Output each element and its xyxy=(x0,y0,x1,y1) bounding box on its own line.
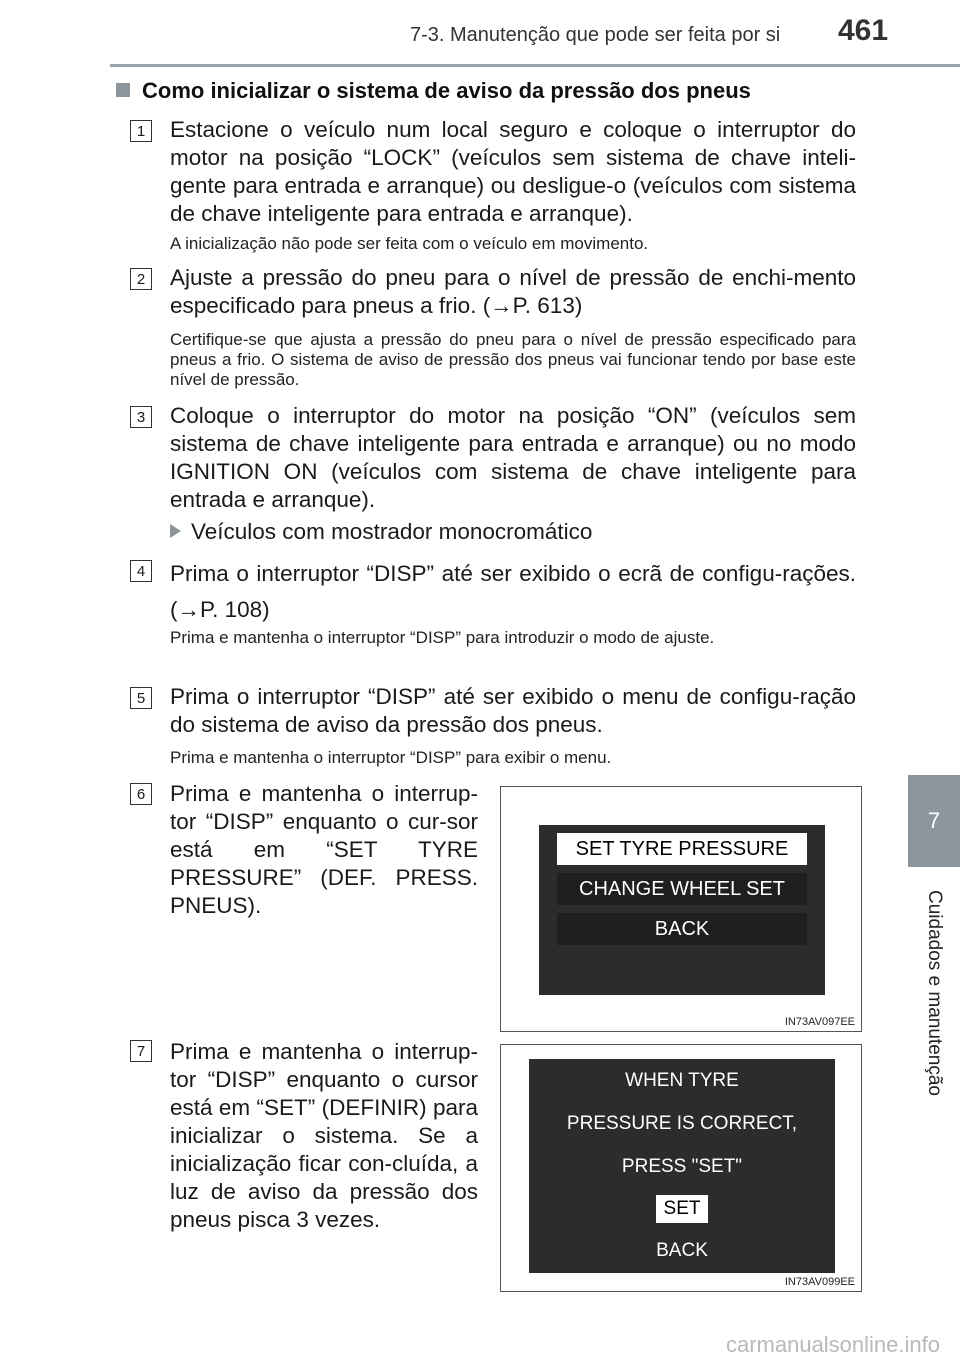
step-note-2: Certifique-se que ajusta a pressão do pneu para o nível de pressão especificado para pneus a frio. O sistema de aviso de pressão dos pneus vai funcionar tendo por base este nível de pressão. xyxy=(170,330,856,389)
step-badge-5: 5 xyxy=(130,687,152,709)
step-badge-3: 3 xyxy=(130,406,152,428)
step-note-5: Prima e mantenha o interruptor “DISP” para exibir o menu. xyxy=(170,748,612,767)
step-text-7: Prima e mantenha o interrup-tor “DISP” enquanto o cursor está em “SET” (DEFINIR) para inicializar o sistema. Se a inicialização ficar con-cluída, a luz de aviso da pressão dos pneus pisca 3 vezes. xyxy=(170,1039,478,1232)
screen-option-set: SET xyxy=(656,1195,709,1223)
screen-line-press-set: PRESS "SET" xyxy=(621,1155,743,1177)
screen-line-pressure-correct: PRESSURE IS CORRECT, xyxy=(566,1112,798,1134)
sub-heading xyxy=(170,518,592,546)
menu-item-back: BACK xyxy=(557,913,807,945)
step-badge-2: 2 xyxy=(130,268,152,290)
menu-item-set-tyre-pressure: SET TYRE PRESSURE xyxy=(557,833,807,865)
display-screen-2 xyxy=(529,1059,835,1273)
square-bullet-icon xyxy=(116,83,130,97)
chapter-title xyxy=(908,868,960,1118)
step-badge-6: 6 xyxy=(130,783,152,805)
display-screen-1 xyxy=(539,825,825,995)
step-badge-1: 1 xyxy=(130,120,152,142)
display-figure-2 xyxy=(500,1044,862,1292)
screen-option-back: BACK xyxy=(656,1240,708,1262)
step-note-4: Prima e mantenha o interruptor “DISP” para introduzir o modo de ajuste. xyxy=(170,628,715,647)
section-heading xyxy=(116,78,751,104)
step-badge-4: 4 xyxy=(130,560,152,582)
step-text-5: Prima o interruptor “DISP” até ser exibido o menu de configu-ração do sistema de aviso da pressão dos pneus. xyxy=(170,684,856,737)
step-badge-7: 7 xyxy=(130,1040,152,1062)
triangle-bullet-icon xyxy=(170,524,181,538)
page-number: 461 xyxy=(838,14,889,47)
menu-item-change-wheel-set: CHANGE WHEEL SET xyxy=(557,873,807,905)
sub-heading-text: Veículos com mostrador monocromático xyxy=(191,519,593,544)
step-note-1: A inicialização não pode ser feita com o veículo em movimento. xyxy=(170,234,649,253)
step-text-1: Estacione o veículo num local seguro e coloque o interruptor do motor na posição “LOCK” (veículos sem sistema de chave inteli-gente para entrada e arranque) ou desligue-o (veículos com sistema de chave inteligente para entrada e arranque). xyxy=(170,117,856,226)
screen-line-when-tyre: WHEN TYRE xyxy=(625,1069,739,1091)
step-text-2: Ajuste a pressão do pneu para o nível de pressão de enchi-mento especificado para pneus a frio. (→P. 613) xyxy=(170,265,856,318)
section-heading-text: Como inicializar o sistema de aviso da pressão dos pneus xyxy=(142,78,751,103)
header-rule xyxy=(110,64,960,67)
watermark: carmanualsonline.info xyxy=(725,1332,940,1357)
step-text-4: Prima o interruptor “DISP” até ser exibido o ecrã de configu-rações. (→P. 108) xyxy=(170,561,856,622)
chapter-tab: 7 xyxy=(908,775,960,867)
figure-code-2: IN73AV099EE xyxy=(784,1276,855,1288)
figure-code-1: IN73AV097EE xyxy=(784,1016,855,1028)
display-figure-1 xyxy=(500,786,862,1032)
header-section-title: 7-3. Manutenção que pode ser feita por si xyxy=(410,24,781,46)
step-text-6: Prima e mantenha o interrup-tor “DISP” enquanto o cur-sor está em “SET TYRE PRESSURE” (DEF. PRESS. PNEUS). xyxy=(170,781,478,918)
chapter-title-text: Cuidados e manutenção xyxy=(924,890,946,1096)
step-text-3: Coloque o interruptor do motor na posição “ON” (veículos sem sistema de chave inteligente para entrada e arranque) ou no modo IGNITION ON (veículos com sistema de chave inteligente para entrada e arranque). xyxy=(170,403,856,512)
